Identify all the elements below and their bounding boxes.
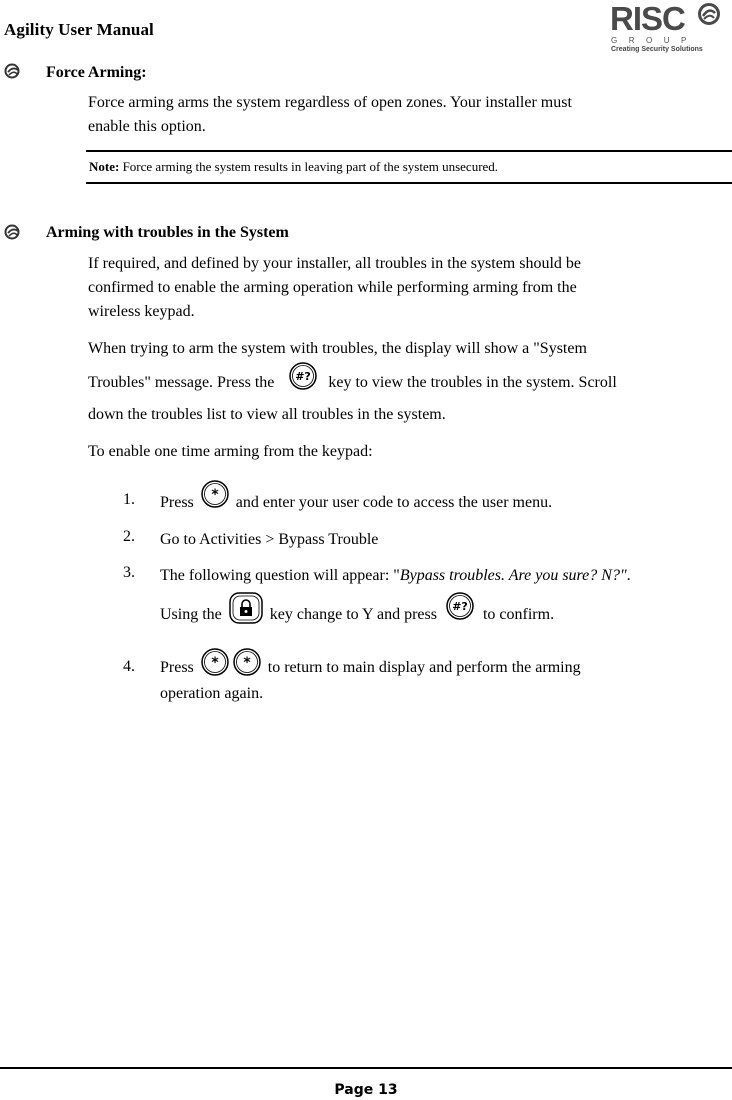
troubles-paragraph-2-line-2 xyxy=(88,368,718,398)
svg-text:*: * xyxy=(211,655,219,672)
troubles-p1-line-3: wireless keypad. xyxy=(88,303,195,320)
step-3-quote: Bypass troubles. Are you sure? N?" xyxy=(399,567,627,584)
step-number: 3. xyxy=(123,564,135,581)
manual-title: Agility User Manual xyxy=(4,20,154,39)
svg-text:*: * xyxy=(211,487,219,504)
troubles-p1-line-2: confirmed to enable the arming operation while performing arming from the xyxy=(88,279,577,296)
star-key-icon xyxy=(200,479,230,509)
step-3-text-a: The following question will appear: " xyxy=(160,567,400,584)
section-title-force-arming: Force Arming: xyxy=(46,64,147,81)
star-key-icon xyxy=(232,647,262,677)
step-number: 4. xyxy=(123,658,135,675)
step-number: 2. xyxy=(123,528,135,545)
hash-key-icon xyxy=(288,361,318,391)
svg-text:#?: #? xyxy=(295,370,312,384)
section-bullet-icon xyxy=(4,224,26,240)
svg-text:#?: #? xyxy=(452,600,468,614)
page-number: Page 13 xyxy=(334,1082,398,1098)
hash-key-icon xyxy=(445,591,475,621)
force-arming-line-1: Force arming arms the system regardless of open zones. Your installer must xyxy=(88,94,572,111)
troubles-paragraph-3: To enable one time arming from the keypad: xyxy=(88,443,373,460)
step-1-text xyxy=(160,488,720,518)
step-4-line-1 xyxy=(160,652,720,684)
note-text xyxy=(89,159,498,175)
risco-logo xyxy=(608,2,724,60)
logo-group: GROUP xyxy=(611,36,698,45)
note-box xyxy=(86,150,732,184)
step-3-text-d: to confirm. xyxy=(482,606,555,623)
troubles-p2-text-b: key to view the troubles in the system. Scroll xyxy=(328,374,617,391)
logo-swirl-icon xyxy=(698,3,720,25)
step-1-text-a: Press xyxy=(160,494,194,511)
troubles-paragraph-1 xyxy=(88,252,718,324)
step-4-line-2: operation again. xyxy=(160,685,264,702)
section-bullet-icon xyxy=(4,63,26,79)
step-3-line-2 xyxy=(160,597,720,633)
troubles-paragraph-2-line-3: down the troubles list to view all troubles in the system. xyxy=(88,406,446,423)
star-key-icon xyxy=(200,647,230,677)
note-body: Force arming the system results in leaving part of the system unsecured. xyxy=(119,159,499,174)
svg-text:*: * xyxy=(243,655,251,672)
step-number: 1. xyxy=(123,491,135,508)
step-1-text-b: and enter your user code to access the user menu. xyxy=(235,494,553,511)
step-4-text-a: Press xyxy=(160,659,194,676)
step-3-text-c: key change to Y and press xyxy=(269,606,437,623)
troubles-p2-text-a: Troubles" message. Press the xyxy=(88,374,275,391)
troubles-paragraph-2-line-1: When trying to arm the system with troubles, the display will show a "System xyxy=(88,340,587,357)
section-title-arming-troubles: Arming with troubles in the System xyxy=(46,224,289,241)
logo-tagline: Creating Security Solutions xyxy=(611,46,703,53)
step-4-text-b: to return to main display and perform the arming xyxy=(267,659,581,676)
step-3-line-1 xyxy=(160,564,720,588)
footer-divider xyxy=(0,1067,732,1069)
step-3-end: . xyxy=(626,567,631,584)
logo-brand: RISC xyxy=(610,0,685,37)
step-3-text-b: Using the xyxy=(160,606,222,623)
force-arming-paragraph xyxy=(88,91,718,139)
force-arming-line-2: enable this option. xyxy=(88,118,206,135)
note-label: Note: xyxy=(89,159,120,174)
step-2-text: Go to Activities > Bypass Trouble xyxy=(160,531,379,548)
lock-key-icon xyxy=(228,591,264,625)
troubles-p1-line-1: If required, and defined by your installer, all troubles in the system should be xyxy=(88,255,582,272)
